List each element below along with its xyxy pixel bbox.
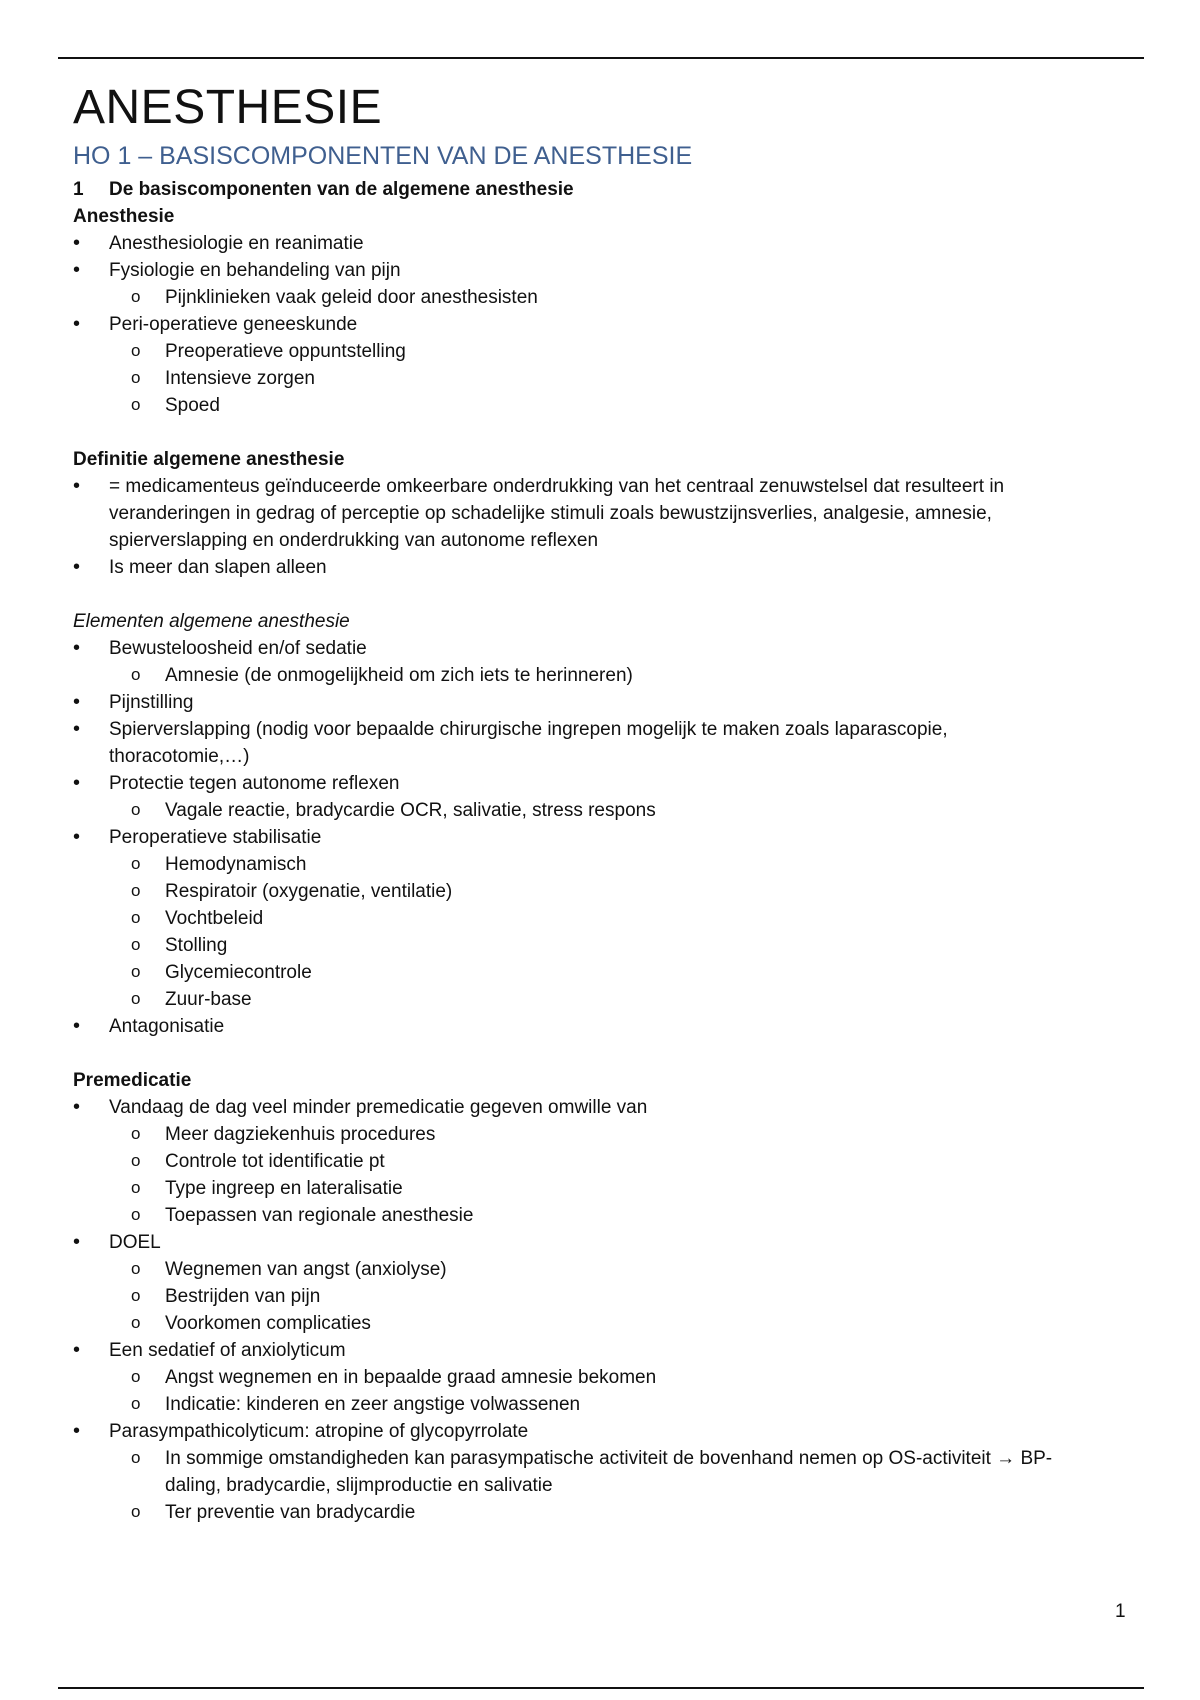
- list-item: • Fysiologie en behandeling van pijn: [73, 257, 1133, 284]
- list-item-line: daling, bradycardie, slijmproductie en salivatie: [165, 1475, 553, 1496]
- list-item: • Is meer dan slapen alleen: [73, 554, 1133, 581]
- list-item: • Pijnstilling: [73, 689, 1133, 716]
- sub-list-item: o Vochtbeleid: [73, 905, 1133, 932]
- sub-list-item: o Controle tot identificatie pt: [73, 1148, 1133, 1175]
- anesthesie-list: [73, 230, 1133, 419]
- sub-list-item: o Toepassen van regionale anesthesie: [73, 1202, 1133, 1229]
- definition-line: spierverslapping en onderdrukking van autonome reflexen: [109, 530, 599, 551]
- section-heading: [73, 176, 1133, 203]
- sub-list-item: o Glycemiecontrole: [73, 959, 1133, 986]
- section-title: De basiscomponenten van de algemene anesthesie: [109, 179, 574, 200]
- definition-line: = medicamenteus geïnduceerde omkeerbare onderdrukking van het centraal zenuwstelsel dat resulteert in: [109, 476, 1005, 497]
- spacer: [73, 581, 1133, 608]
- premedicatie-heading: Premedicatie: [73, 1070, 192, 1091]
- list-item-line: In sommige omstandigheden kan parasympatische activiteit de bovenhand nemen op OS-activiteit → BP-: [165, 1448, 1053, 1469]
- sub-list-item: o Amnesie (de onmogelijkheid om zich iets te herinneren): [73, 662, 1133, 689]
- sub-list-item: o Angst wegnemen en in bepaalde graad amnesie bekomen: [73, 1364, 1133, 1391]
- elementen-list: [73, 635, 1133, 1040]
- sub-list-item: o Meer dagziekenhuis procedures: [73, 1121, 1133, 1148]
- section-number: 1: [73, 179, 84, 200]
- chapter-heading: HO 1 – BASISCOMPONENTEN VAN DE ANESTHESIE: [73, 142, 693, 170]
- list-item-line: Spierverslapping (nodig voor bepaalde chirurgische ingrepen mogelijk te maken zoals laparascopie,: [109, 719, 948, 740]
- sub-list-item: o Bestrijden van pijn: [73, 1283, 1133, 1310]
- sub-list-item: o Indicatie: kinderen en zeer angstige volwassenen: [73, 1391, 1133, 1418]
- sub-list-item: o Spoed: [73, 392, 1133, 419]
- list-item: • Anesthesiologie en reanimatie: [73, 230, 1133, 257]
- list-item: • Vandaag de dag veel minder premedicatie gegeven omwille van: [73, 1094, 1133, 1121]
- sub-list-item: o Voorkomen complicaties: [73, 1310, 1133, 1337]
- top-rule: [58, 57, 1144, 59]
- list-item: • Bewusteloosheid en/of sedatie: [73, 635, 1133, 662]
- list-item: • Protectie tegen autonome reflexen: [73, 770, 1133, 797]
- sub-list-item: o Vagale reactie, bradycardie OCR, salivatie, stress respons: [73, 797, 1133, 824]
- sub-list-item: o Intensieve zorgen: [73, 365, 1133, 392]
- list-item: • Peri-operatieve geneeskunde: [73, 311, 1133, 338]
- sub-list-item: o Respiratoir (oxygenatie, ventilatie): [73, 878, 1133, 905]
- definition-item: [73, 473, 1133, 554]
- definitie-list: [73, 473, 1133, 581]
- spacer: [73, 419, 1133, 446]
- definition-line: veranderingen in gedrag of perceptie op schadelijke stimuli zoals bewustzijnsverlies, analgesie, amnesie,: [109, 503, 992, 524]
- list-item: • Antagonisatie: [73, 1013, 1133, 1040]
- sub-list-item: o Preoperatieve oppuntstelling: [73, 338, 1133, 365]
- spacer: [73, 1040, 1133, 1067]
- list-item: • Peroperatieve stabilisatie: [73, 824, 1133, 851]
- document-page: [73, 78, 1133, 1526]
- list-item: [73, 716, 1133, 770]
- sub-list-item: o Hemodynamisch: [73, 851, 1133, 878]
- anesthesie-heading: Anesthesie: [73, 206, 175, 227]
- sub-list-item: o Wegnemen van angst (anxiolyse): [73, 1256, 1133, 1283]
- list-item: • Parasympathicolyticum: atropine of glycopyrrolate: [73, 1418, 1133, 1445]
- sub-list-item: o Zuur-base: [73, 986, 1133, 1013]
- bottom-rule: [58, 1687, 1144, 1689]
- page-number: 1: [1115, 1601, 1126, 1622]
- list-item: • Een sedatief of anxiolyticum: [73, 1337, 1133, 1364]
- list-item-line: thoracotomie,…): [109, 746, 250, 767]
- sub-list-item: o Type ingreep en lateralisatie: [73, 1175, 1133, 1202]
- definitie-heading: Definitie algemene anesthesie: [73, 449, 345, 470]
- sub-list-item: o Pijnklinieken vaak geleid door anesthesisten: [73, 284, 1133, 311]
- list-item: • DOEL: [73, 1229, 1133, 1256]
- elementen-heading: Elementen algemene anesthesie: [73, 611, 350, 632]
- sub-list-item: o Ter preventie van bradycardie: [73, 1499, 1133, 1526]
- document-title: ANESTHESIE: [73, 81, 383, 134]
- sub-list-item: o Stolling: [73, 932, 1133, 959]
- sub-list-item: [73, 1445, 1133, 1499]
- premedicatie-list: [73, 1094, 1133, 1526]
